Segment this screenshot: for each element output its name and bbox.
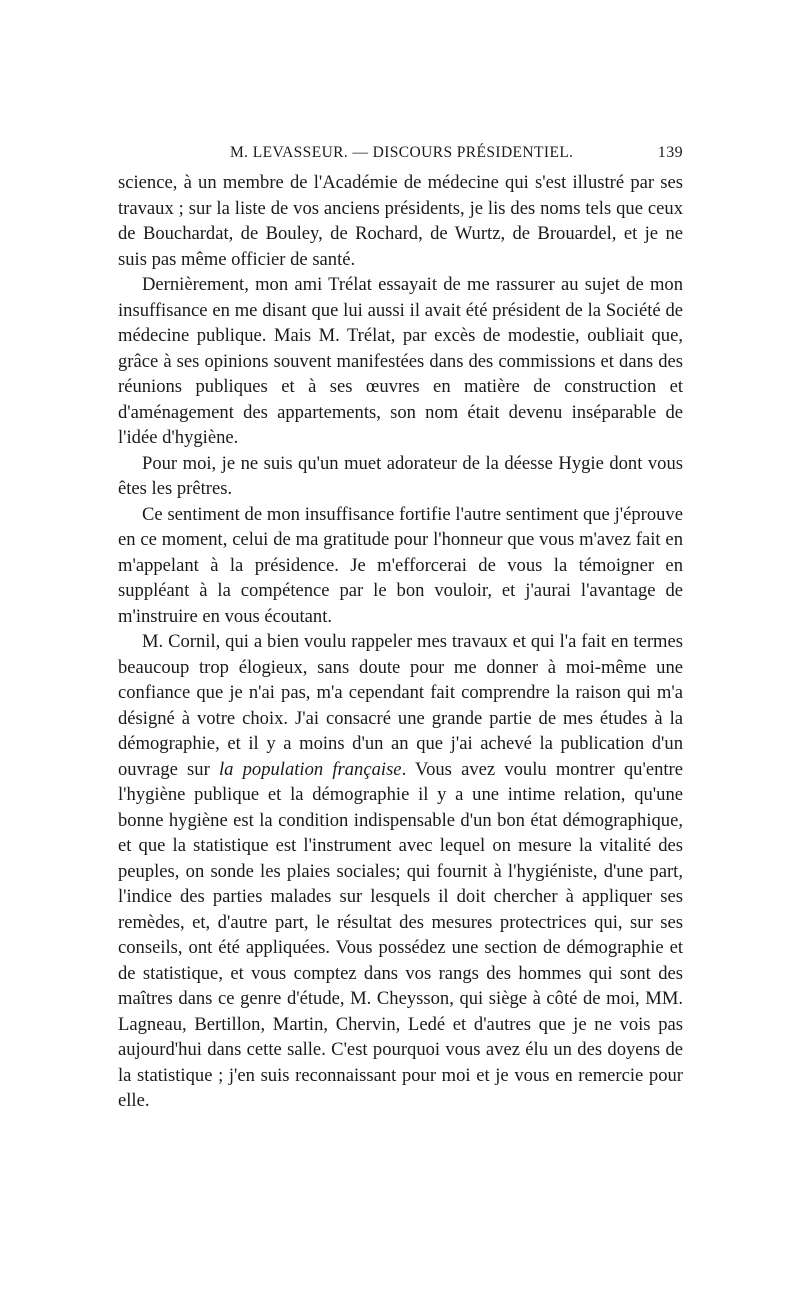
body-text [118, 170, 683, 1114]
paragraph: Dernièrement, mon ami Trélat essayait de me rassurer au sujet de mon insuffisance en me disant que lui aussi il avait été président de la Société de médecine publique. Mais M. Trélat, par excès de modestie, oubliait que, grâce à ses opinions souvent manifestées dans des commissions et dans des réunions publiques et à ses œuvres en matière de construction et d'aménagement des appartements, son nom était devenu inséparable de l'idée d'hygiène. [118, 274, 683, 448]
paragraph: Ce sentiment de mon insuffisance fortifie l'autre sentiment que j'éprouve en ce moment, celui de ma gratitude pour l'honneur que vous m'avez fait en m'appelant à la présidence. Je m'efforcerai de vous la témoigner en suppléant à la compétence par le bon vouloir, et j'aurai l'avantage de m'instruire en vous écoutant. [118, 503, 683, 627]
paragraph: Pour moi, je ne suis qu'un muet adorateur de la déesse Hygie dont vous êtes les prêtres. [118, 452, 683, 499]
page-number: 139 [657, 144, 683, 161]
paragraph-text: . Vous avez voulu montrer qu'entre l'hygiène publique et la démographie il y a une intime relation, qu'une bonne hygiène est la condition indispensable d'un bon état démographique, et que la statistique est l'instrument avec lequel on mesure la vitalité des peuples, on sonde les plaies sociales; qui fournit à l'hygiéniste, d'une part, l'indice des parties malades sur lesquels il doit chercher à appliquer ses remèdes, et, d'autre part, le résultat des mesures protectrices qui, sur ses conseils, ont été appliquées. Vous possédez une section de démographie et de statistique, et vous comptez dans vos rangs des hommes qui sont des maîtres dans ce genre d'étude, M. Cheysson, qui siège à côté de moi, MM. Lagneau, Bertillon, Martin, Chervin, Ledé et d'autres que je ne vois pas aujourd'hui dans cette salle. C'est pourquoi vous avez élu un des doyens de la statistique ; j'en suis reconnaissant pour moi et je vous en remercie pour elle. [118, 758, 683, 1111]
paragraph: science, à un membre de l'Académie de médecine qui s'est illustré par ses travaux ; sur la liste de vos anciens présidents, je lis des noms tels que ceux de Bouchardat, de Bouley, de Rochard, de Wurtz, de Brouardel, et je ne suis pas même officier de santé. [118, 172, 683, 270]
book-title-italic: la population française [218, 758, 402, 780]
paragraph [118, 629, 683, 1114]
running-head [118, 140, 683, 170]
paragraph-text: M. Cornil, qui a bien voulu rappeler mes travaux et qui l'a fait en termes beaucoup trop élogieux, sans doute pour me donner à moi-même une confiance que je n'ai pas, m'a cependant fait comprendre la raison qui m'a désigné à votre choix. J'ai consacré une grande partie de mes études à la démographie, et il y a moins d'un an que j'ai achevé la publication d'un ouvrage sur [118, 631, 683, 780]
book-page [118, 140, 683, 1114]
running-title: M. LEVASSEUR. — DISCOURS PRÉSIDENTIEL. [230, 144, 574, 161]
